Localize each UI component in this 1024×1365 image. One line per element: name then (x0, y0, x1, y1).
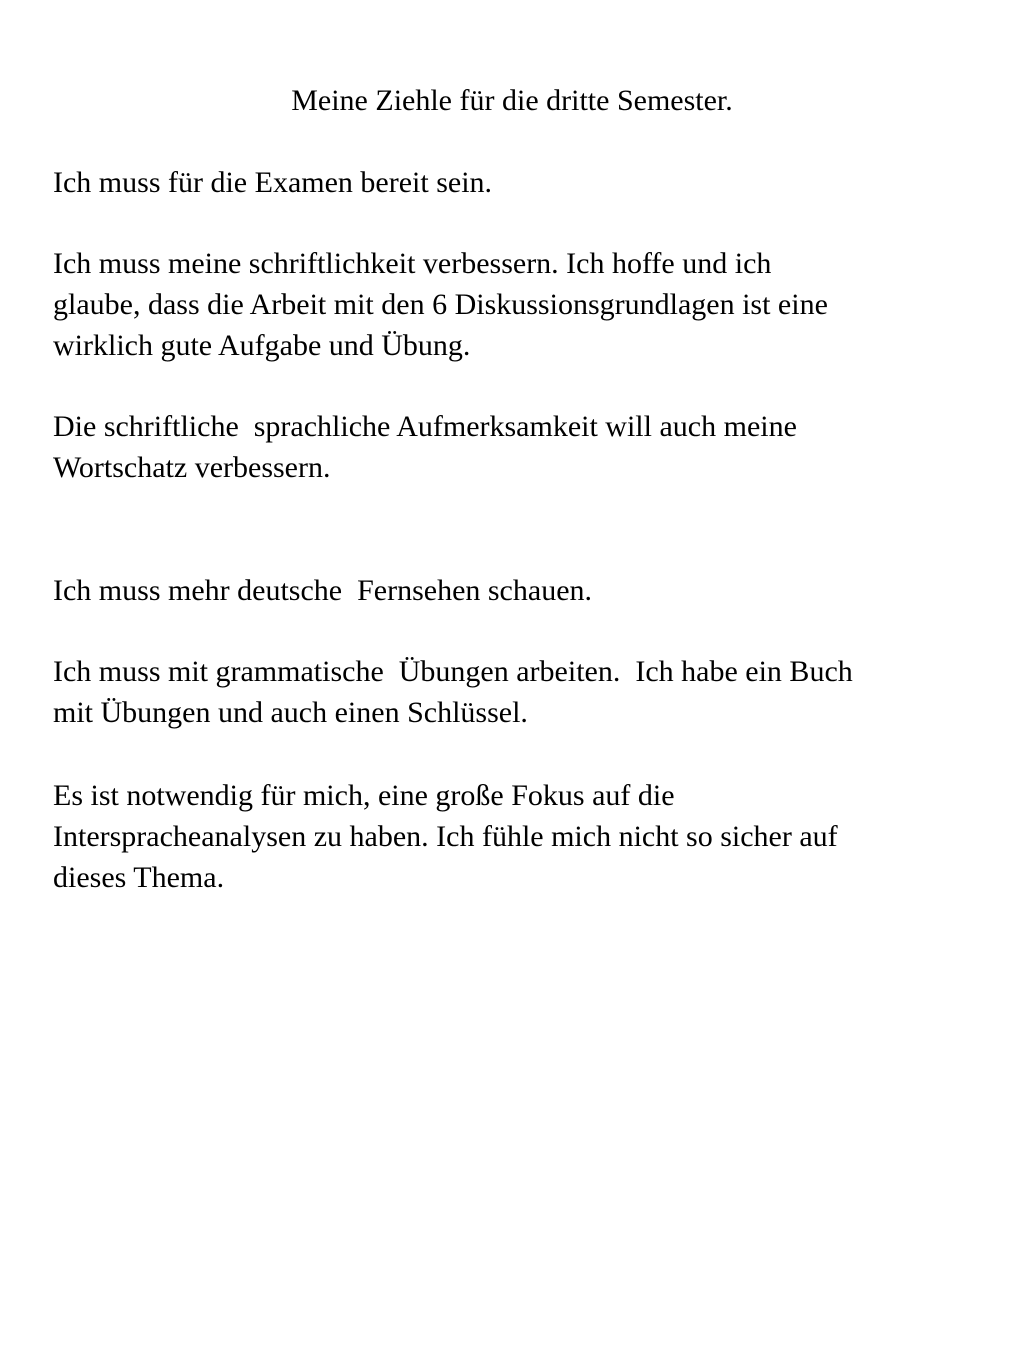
paragraph-focus: Es ist notwendig für mich, eine große Fokus auf die Interspracheanalysen zu haben. Ich fühle mich nicht so sicher auf dieses Thema. (53, 779, 838, 894)
paragraph-television: Ich muss mehr deutsche Fernsehen schauen. (53, 574, 593, 607)
page-title: Meine Ziehle für die dritte Semester. (291, 84, 733, 117)
paragraph-vocabulary: Die schriftliche sprachliche Aufmerksamkeit will auch meine Wortschatz verbessern. (53, 410, 797, 484)
paragraph-writing: Ich muss meine schriftlichkeit verbessern. Ich hoffe und ich glaube, dass die Arbeit mit den 6 Diskussionsgrundlagen ist eine wirklich gute Aufgabe und Übung. (53, 247, 828, 362)
paragraph-exams: Ich muss für die Examen bereit sein. (53, 166, 493, 199)
paragraph-grammar: Ich muss mit grammatische Übungen arbeiten. Ich habe ein Buch mit Übungen und auch einen Schlüssel. (53, 655, 853, 729)
